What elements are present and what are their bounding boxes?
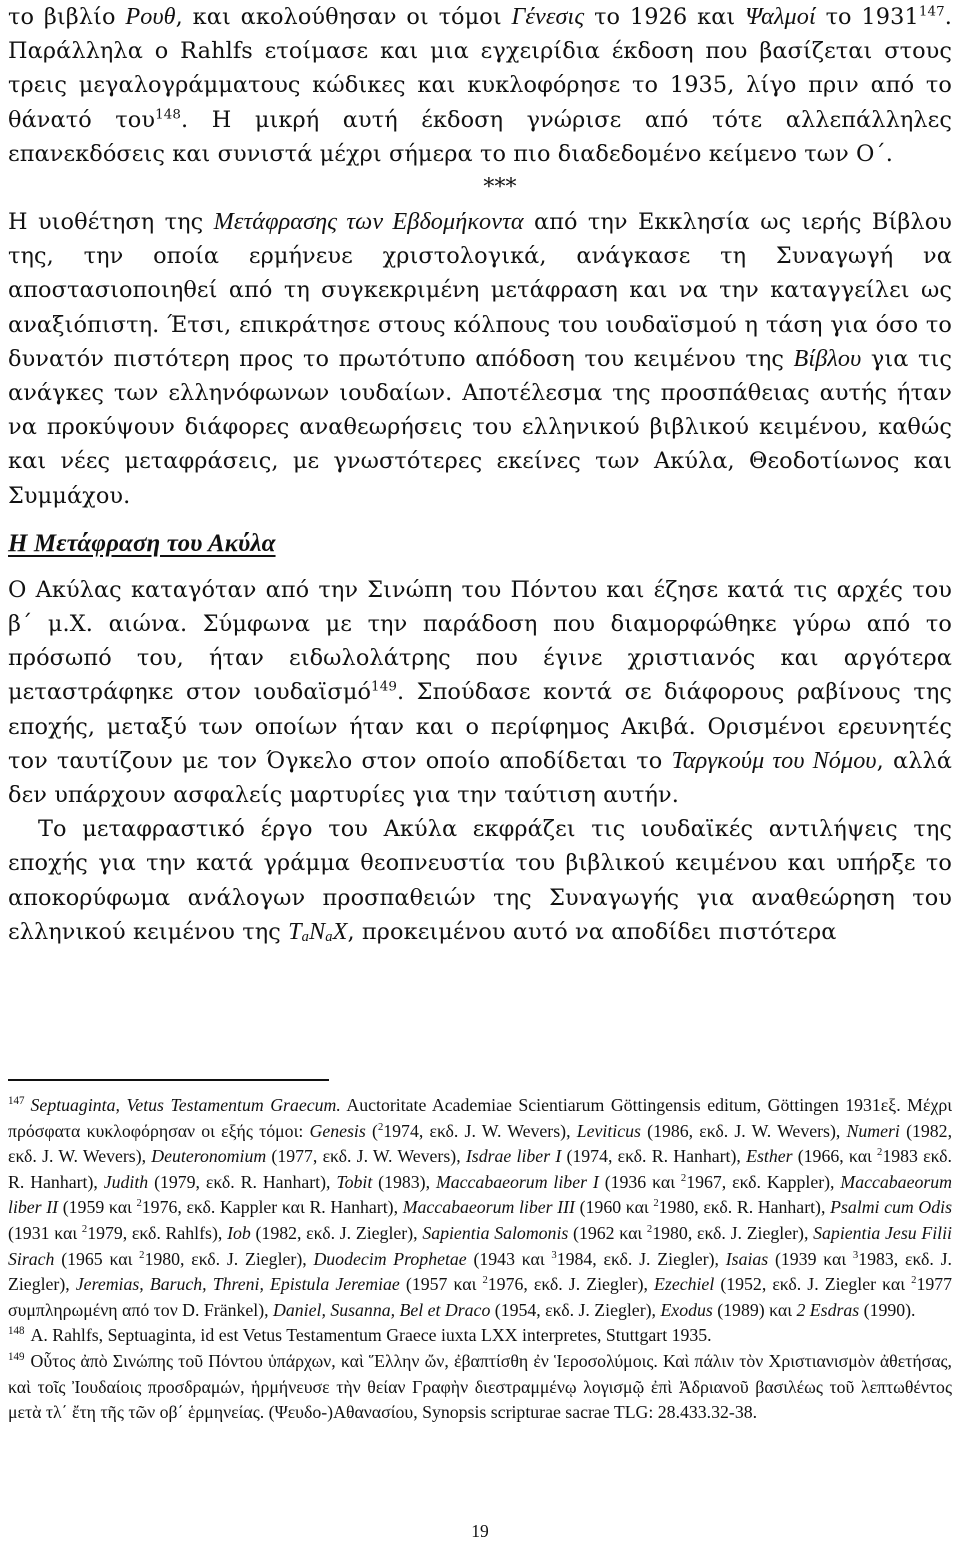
citation-title: 2 Esdras <box>796 1299 860 1320</box>
text-run: , αλλά δεν υπάρχουν ασφαλείς μαρτυρίες για την ταύτιση αυτήν. <box>8 747 952 809</box>
text-run: 1980, εκδ. J. Ziegler), <box>652 1222 814 1243</box>
citation-title: Leviticus <box>576 1120 641 1141</box>
footnotes <box>8 1093 952 1426</box>
footnote-number: 149 <box>8 1351 25 1364</box>
emphasis-term: Μετάφρασης των Εβδομήκοντα <box>213 208 524 236</box>
book-title: Ρουθ <box>125 3 176 30</box>
text-run: (1986, εκδ. J. W. Wevers), <box>640 1120 847 1141</box>
text-run: (1979, εκδ. R. Hanhart), <box>148 1171 337 1192</box>
text-run: (1966, και <box>792 1146 878 1167</box>
tanakh-letter: a <box>301 929 310 946</box>
tanakh-letter: N <box>309 917 326 945</box>
text-run: 1976, εκδ. J. Ziegler), <box>487 1274 655 1295</box>
text-run: . Παράλληλα ο Rahlfs ετοίμασε και μια εγχειρίδια έκδοση που βασίζεται στους τρεις μεγαλογράμματους κώδικες και κυκλοφόρησε το 1935, λίγο πριν από το θάνατό του <box>8 4 952 133</box>
edition-superscript: 2 <box>680 1171 687 1184</box>
citation-title: Iob <box>227 1222 251 1243</box>
book-title: Ψαλμοί <box>745 3 816 30</box>
text-run: Το μεταφραστικό έργο του Ακύλα εκφράζει τις ιουδαϊκές αντιλήψεις της εποχής για την κατά γράμμα θεοπνευστία του βιβλικού κειμένου και υπήρξε το αποκορύφωμα ανάλογων προσπαθειών της Συναγωγής για αναθεώρηση του ελληνικού κειμένου της <box>8 816 952 945</box>
text-run: (1952, εκδ. J. Ziegler και <box>714 1274 912 1295</box>
text-run: (1965 και <box>54 1248 140 1269</box>
text-run: ( <box>365 1120 378 1141</box>
citation-title: Daniel, Susanna, Bel et Draco <box>273 1299 491 1320</box>
footnote-148 <box>8 1323 952 1349</box>
edition-superscript: 3 <box>551 1248 557 1261</box>
edition-superscript: 2 <box>136 1197 142 1210</box>
tanakh-letter: a <box>325 929 333 946</box>
text-run: για τις ανάγκες των ελληνόφωνων ιουδαίων. Αποτέλεσμα της προσπάθειας αυτής ήταν να προκύψουν διάφορες αναθεωρήσεις του ελληνικού βιβλικού κειμένου, καθώς και νέες μεταφράσεις, με γνωστότερες εκείνες των Ακύλα, Θεοδοτίωνος και Συμμάχου. <box>8 345 952 509</box>
text-run: (1974, εκδ. R. Hanhart), <box>561 1146 747 1167</box>
citation-title: Maccabaeorum liber I <box>435 1171 599 1192</box>
text-run: 1984, εκδ. J. Ziegler), <box>556 1248 726 1269</box>
citation-title: Numeri <box>846 1120 900 1141</box>
text-run: (1943 και <box>466 1248 552 1269</box>
citation-title: Sapientia Jesu Filii Sirach <box>8 1222 952 1269</box>
text-run: (1959 και <box>58 1197 137 1218</box>
main-text <box>8 0 952 954</box>
text-run: (1957 και <box>399 1274 483 1295</box>
text-run: (1982, εκδ. J. Ziegler), <box>250 1222 423 1243</box>
citation-title: Esther <box>746 1146 793 1167</box>
paragraph-aquila-bio <box>8 573 952 812</box>
citation-title: Genesis <box>309 1120 366 1141</box>
page-number: 19 <box>471 1521 489 1541</box>
citation-title: Duodecim Prophetae <box>313 1248 467 1269</box>
text-run: (1960 και <box>574 1197 654 1218</box>
text-run: 1974, εκδ. J. W. Wevers), <box>383 1120 577 1141</box>
footnote-text: A. Rahlfs, Septuaginta, id est Vetus Testamentum Graece iuxta LXX interpretes, Stuttgart 1935. <box>30 1325 712 1346</box>
footnote-divider <box>8 1079 329 1081</box>
text-run: το 1931 <box>815 4 919 30</box>
text-run: (1936 και <box>598 1171 681 1192</box>
footnote-ref-149[interactable]: 149 <box>371 679 397 695</box>
text-run: 1976, εκδ. Kappler και R. Hanhart), <box>141 1197 403 1218</box>
paragraph-synagogue <box>8 205 952 513</box>
citation-title: Septuaginta, Vetus Testamentum Graecum. <box>30 1095 341 1115</box>
text-run: 1979, εκδ. Rahlfs), <box>87 1222 228 1243</box>
citation-title: Jeremias, Baruch, Threni, Epistula Jeremiae <box>75 1274 400 1295</box>
citation-title: Isaias <box>725 1248 769 1269</box>
citation-title: Isdrae liber I <box>465 1146 562 1167</box>
section-separator: *** <box>483 175 517 201</box>
edition-superscript: 2 <box>482 1274 488 1287</box>
edition-superscript: 2 <box>646 1223 653 1236</box>
emphasis-term: Βίβλου <box>793 344 862 372</box>
text-run: (1990). <box>859 1299 916 1320</box>
citation-title: Maccabaeorum liber II <box>8 1171 952 1218</box>
citation-title: Ezechiel <box>654 1274 715 1295</box>
text-run: (1931 και <box>8 1222 82 1243</box>
text-run: 1967, εκδ. Kappler), <box>686 1171 841 1192</box>
tanakh-letter: T <box>288 917 302 945</box>
footnote-number: 147 <box>8 1095 25 1108</box>
text-run: (1977, εκδ. J. W. Wevers), <box>266 1146 466 1167</box>
text-run: (1954, εκδ. J. Ziegler), <box>490 1299 661 1320</box>
edition-superscript: 2 <box>377 1120 384 1133</box>
text-run: 1983, εκδ. J. Ziegler), <box>8 1248 952 1295</box>
paragraph-rahlfs-edition <box>8 0 952 171</box>
text-run: από την Εκκλησία ως ιερής Βίβλου της, την οποία ερμήνευε χριστολογικά, ανάγκασε τη Συναγωγή να αποστασιοποιηθεί από τη συγκεκριμένη μετάφραση και να την καταγγείλει ως αναξιόπιστη. Έτσι, επικράτησε στους κόλπους του ιουδαϊσμού η τάση για όσο το δυνατόν πιστότερη προς το πρωτότυπο απόδοση του κειμένου της <box>8 209 952 372</box>
text-run: Η υιοθέτηση της <box>8 209 214 236</box>
text-run: , προκειμένου αυτό να αποδίδει πιστότερα <box>347 918 837 945</box>
text-run: 1980, εκδ. J. Ziegler), <box>144 1248 314 1269</box>
footnote-149 <box>8 1349 952 1426</box>
text-run: το βιβλίο <box>8 4 126 30</box>
paragraph-aquila-work <box>8 812 952 954</box>
footnote-text: Οὗτος ἀπὸ Σινώπης τοῦ Πόντου ὑπάρχων, καὶ Ἕλλην ὤν, ἐβαπτίσθη ἐν Ἱεροσολύμοις. Καὶ πάλιν τὸν Χριστιανισμὸν ἀθετήσας, καὶ τοῖς Ἰουδαίοις προσδραμών, ἡρμήνευσε τὴν θείαν Γραφὴν διεστραμμένῳ λογισμῷ ἐπὶ Ἀδριανοῦ βασιλέως τοῦ λεπτωθέντος μετὰ τλ΄ ἔτη τῆς τῶν οβ΄ ἑρμηνείας. (Ψευδο-)Αθανασίου, Synopsis scripturae sacrae TLG: 28.433.32-38. <box>8 1350 952 1423</box>
edition-superscript: 2 <box>911 1274 917 1287</box>
edition-superscript: 2 <box>877 1146 883 1159</box>
footnote-ref-148[interactable]: 148 <box>155 107 182 123</box>
citation-title: Psalmi cum Odis <box>830 1197 953 1218</box>
edition-superscript: 2 <box>81 1223 88 1236</box>
text-run: . Σπούδασε κοντά σε διάφορους ραβίνους της εποχής, μεταξύ των οποίων ήταν και ο περίφημος Ακιβά. Ορισμένοι ερευνητές τον ταυτίζουν με τον Όγκελο στον οποίο αποδίδεται το <box>8 679 952 774</box>
citation-title: Maccabaeorum liber III <box>402 1197 575 1218</box>
text-run: Ο Ακύλας καταγόταν από την Σινώπη του Πόντου και έζησε κατά τις αρχές του β΄ μ.Χ. αιώνα. Σύμφωνα με την παράδοση που διαμορφώθηκε γύρω από το πρόσωπό του, ήταν ειδωλολάτρης που έγινε χριστιανός και αργότερα μεταστράφηκε στον ιουδαϊσμό <box>8 576 952 706</box>
text-run: (1962 και <box>568 1222 647 1243</box>
footnote-ref-147[interactable]: 147 <box>918 4 945 20</box>
tanakh-abbreviation <box>288 918 347 945</box>
edition-superscript: 2 <box>653 1197 659 1210</box>
text-run: Auctoritate Academiae Scientiarum Göttingensis editum, Göttingen 1931εξ. Μέχρι πρόσφατα κυκλοφόρησαν οι εξής τόμοι: <box>8 1095 952 1141</box>
emphasis-term: Ταργκούμ του Νόμου <box>671 746 877 774</box>
book-title: Γένεσις <box>511 3 585 30</box>
footnote-147 <box>8 1093 952 1323</box>
citation-title: Judith <box>103 1171 149 1192</box>
tanakh-letter: X <box>332 917 348 945</box>
section-heading: Η Μετάφραση του Ακύλα <box>8 529 276 557</box>
edition-superscript: 3 <box>852 1248 859 1261</box>
text-run: 1980, εκδ. R. Hanhart), <box>658 1197 831 1218</box>
text-run: (1982, εκδ. J. W. Wevers), <box>8 1120 953 1167</box>
citation-title: Deuteronomium <box>151 1146 267 1167</box>
text-run: (1983), <box>372 1171 436 1192</box>
text-run: (1939 και <box>768 1248 853 1269</box>
citation-title: Exodus <box>660 1299 713 1320</box>
text-run: (1989) και <box>712 1299 797 1320</box>
text-run: . Η μικρή αυτή έκδοση γνώρισε από τότε αλλεπάλληλες επανεκδόσεις και συνιστά μέχρι σήμερα το πιο διαδεδομένο κείμενο των Ο΄. <box>8 106 953 167</box>
text-run: , και ακολούθησαν οι τόμοι <box>175 4 512 30</box>
text-run: 1977 συμπληρωμένη από τον D. Fränkel), <box>8 1274 952 1320</box>
citation-title: Tobit <box>336 1171 373 1192</box>
edition-superscript: 2 <box>139 1248 145 1261</box>
citation-title: Sapientia Salomonis <box>422 1222 569 1243</box>
text-run: το 1926 και <box>584 4 746 30</box>
footnote-number: 148 <box>8 1325 25 1338</box>
text-run: 1983 εκδ. R. Hanhart), <box>8 1146 953 1192</box>
